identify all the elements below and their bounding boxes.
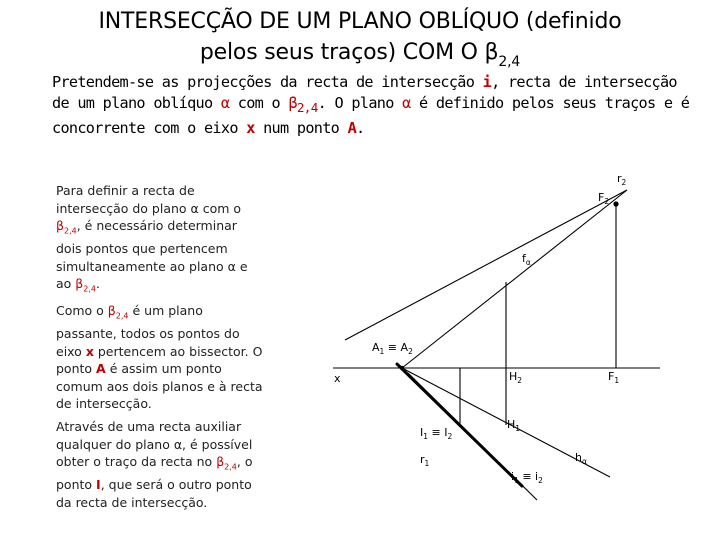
label-F2-main: F bbox=[598, 191, 605, 204]
label-i bbox=[511, 470, 543, 485]
label-F1 bbox=[608, 370, 619, 385]
label-i-sub2: 2 bbox=[538, 476, 543, 485]
label-i-main: i bbox=[511, 470, 515, 483]
p3-text-c: , que será o outro ponto da recta de intersecção. bbox=[56, 477, 252, 510]
p1-beta-2-subscript: 2,4 bbox=[83, 284, 96, 294]
p2-text-a: Como o bbox=[56, 303, 108, 318]
p3-beta: β bbox=[216, 454, 225, 470]
intro-text-3: com o bbox=[229, 94, 289, 112]
intro-text-5: é definido pelos seus traços e é concorrente com o eixo bbox=[52, 94, 690, 138]
label-i-sub1: 1 bbox=[514, 476, 519, 485]
intro-text-2: , recta de intersecção de um plano oblíquo bbox=[52, 73, 677, 112]
point-A bbox=[400, 366, 404, 370]
label-x-axis: x bbox=[334, 372, 341, 385]
label-r1-main: r bbox=[420, 453, 425, 466]
p3-text-b: , o ponto bbox=[56, 454, 253, 493]
label-h-alpha-main: h bbox=[575, 451, 582, 464]
intro-x: x bbox=[246, 119, 255, 138]
intro-alpha-2: α bbox=[402, 94, 411, 112]
label-r1-sub: 1 bbox=[424, 459, 430, 468]
label-I bbox=[420, 426, 453, 441]
trace-f-alpha bbox=[402, 190, 627, 368]
p3-text-a: Através de uma recta auxiliar qualquer do plano α, é possível obter o traço da recta no bbox=[56, 419, 253, 470]
p2-beta: β bbox=[107, 303, 116, 318]
label-F1-sub: 1 bbox=[614, 376, 620, 385]
label-A-sub1: 1 bbox=[379, 347, 385, 356]
intro-beta: β bbox=[288, 94, 297, 112]
p1-beta-2: β bbox=[75, 276, 84, 292]
intro-text-6: num ponto bbox=[254, 119, 348, 138]
label-i-mid: ≡ i bbox=[518, 470, 539, 483]
label-F2 bbox=[598, 191, 609, 206]
label-I-sub1: 1 bbox=[423, 432, 429, 441]
label-I-sub2: 2 bbox=[447, 432, 453, 441]
intro-beta-subscript: 2,4 bbox=[296, 100, 318, 116]
label-F1-main: F bbox=[608, 370, 615, 383]
intro-text-1: Pretendem-se as projecções da recta de intersecção bbox=[52, 73, 483, 91]
label-f-alpha-main: f bbox=[522, 252, 526, 265]
p2-text-d: é assim um ponto comum aos dois planos e à recta de intersecção. bbox=[56, 361, 263, 412]
p2-text-c: pertencem ao bissector. O ponto bbox=[56, 343, 263, 377]
p1-text-c: . bbox=[96, 276, 100, 292]
label-r1 bbox=[420, 453, 430, 468]
label-H1-sub: 1 bbox=[515, 424, 521, 433]
intro-alpha-1: α bbox=[220, 94, 230, 112]
label-h-alpha-sub: α bbox=[581, 457, 587, 466]
intro-A: A bbox=[347, 119, 357, 138]
label-A-sub2: 2 bbox=[408, 347, 413, 356]
p2-A: A bbox=[96, 361, 106, 377]
intro-i: i bbox=[482, 73, 492, 91]
p2-x: x bbox=[85, 343, 94, 359]
label-r2 bbox=[617, 172, 627, 187]
p2-beta-subscript: 2,4 bbox=[115, 311, 129, 321]
label-f-alpha bbox=[522, 252, 531, 267]
intro-text-7: . bbox=[356, 119, 365, 138]
p3-beta-subscript: 2,4 bbox=[224, 462, 237, 472]
label-h-alpha bbox=[575, 451, 587, 466]
p2-text-b: é um plano passante, todos os pontos do eixo bbox=[56, 303, 240, 359]
p1-text-a: Para definir a recta de intersecção do plano α com o bbox=[56, 183, 242, 216]
label-H1-main: H bbox=[507, 418, 516, 431]
label-A-main: A bbox=[372, 341, 380, 354]
label-f-alpha-sub: α bbox=[525, 258, 531, 267]
title-beta-subscript: 2,4 bbox=[498, 54, 521, 70]
intro-text-4: . O plano bbox=[317, 94, 403, 112]
label-r2-sub: 2 bbox=[621, 178, 627, 187]
title-line-2-text: pelos seus traços) COM O β bbox=[199, 40, 499, 65]
label-A-mid: ≡ A bbox=[384, 341, 409, 354]
title-line-1: INTERSECÇÃO DE UM PLANO OBLÍQUO (definido bbox=[98, 9, 622, 34]
label-H1 bbox=[507, 418, 520, 433]
label-r2-main: r bbox=[617, 172, 622, 185]
p1-text-b: , é necessário determinar dois pontos que pertencem simultaneamente ao plano α e ao bbox=[56, 218, 248, 292]
point-F2 bbox=[613, 201, 618, 206]
line-r2 bbox=[345, 190, 627, 340]
label-H2-main: H bbox=[509, 370, 518, 383]
label-H2-sub: 2 bbox=[517, 376, 523, 385]
p1-beta: β bbox=[56, 218, 64, 234]
p1-beta-subscript: 2,4 bbox=[63, 226, 77, 236]
label-I-main: I bbox=[420, 426, 424, 439]
p3-I: I bbox=[96, 477, 101, 493]
label-A bbox=[372, 341, 413, 356]
label-F2-sub: 2 bbox=[604, 197, 610, 206]
label-H2 bbox=[509, 370, 522, 385]
label-I-mid: ≡ I bbox=[428, 426, 448, 439]
